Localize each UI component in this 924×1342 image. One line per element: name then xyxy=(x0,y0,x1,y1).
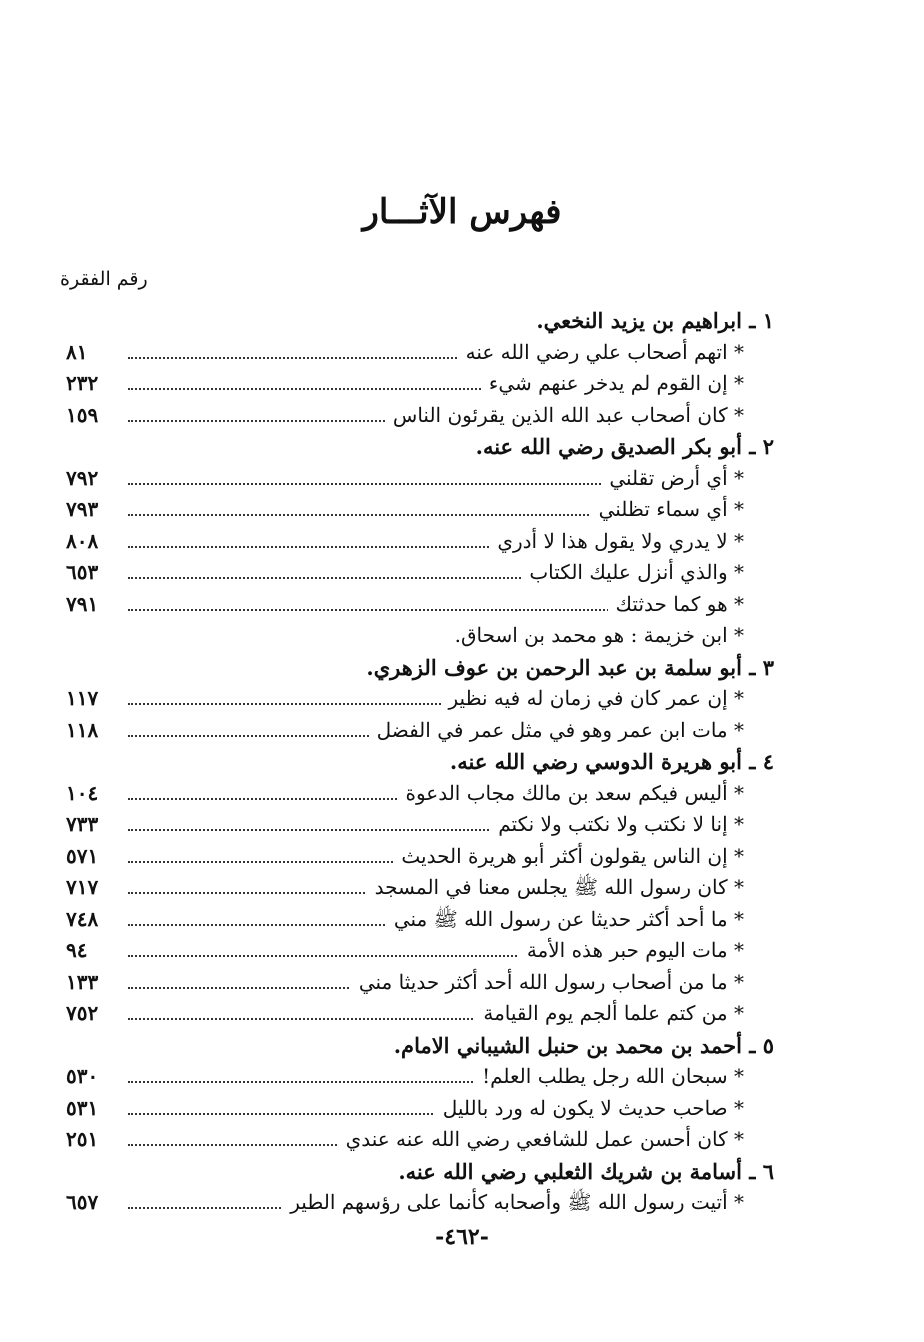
index-entry xyxy=(0,1001,924,1033)
entry-text: * أي أرض تقلني xyxy=(601,466,744,490)
section-heading: ٥ ـ أحمد بن محمد بن حنبل الشيباني الامام. xyxy=(393,1033,774,1058)
paragraph-number: ١١٨ xyxy=(66,718,99,742)
column-label: رقم الفقرة xyxy=(60,268,148,290)
paragraph-number: ٨١ xyxy=(66,340,88,364)
index-entry xyxy=(0,1096,924,1128)
index-entry xyxy=(0,529,924,561)
index-entry xyxy=(0,875,924,907)
section-heading: ٢ ـ أبو بكر الصديق رضي الله عنه. xyxy=(475,434,774,459)
section-heading-row xyxy=(0,308,924,340)
paragraph-number: ٦٥٧ xyxy=(66,1190,99,1214)
entry-text: * أتيت رسول الله ﷺ وأصحابه كأنما على رؤسهم الطير xyxy=(282,1190,744,1219)
paragraph-number: ١٣٣ xyxy=(66,970,99,994)
section-heading: ١ ـ ابراهيم بن يزيد النخعي. xyxy=(536,308,774,333)
entry-text: * صاحب حديث لا يكون له ورد بالليل xyxy=(435,1096,744,1120)
index-entry xyxy=(0,1127,924,1159)
paragraph-number: ٧٣٣ xyxy=(66,812,99,836)
paragraph-number: ٨٠٨ xyxy=(66,529,99,553)
entry-text: * إنا لا نكتب ولا نكتب ولا نكتم xyxy=(490,812,744,836)
paragraph-number: ١٥٩ xyxy=(66,403,99,427)
page-title: فهرس الآثـــار xyxy=(362,192,562,232)
section-heading: ٤ ـ أبو هريرة الدوسي رضي الله عنه. xyxy=(449,749,774,774)
entry-text: * أليس فيكم سعد بن مالك مجاب الدعوة xyxy=(397,781,744,805)
entry-text: * أي سماء تظلني xyxy=(591,497,744,521)
page-number: -٤٦٢- xyxy=(435,1224,489,1250)
index-entry xyxy=(0,371,924,403)
entry-text: * لا يدري ولا يقول هذا لا أدري xyxy=(489,529,744,553)
index-entry xyxy=(0,1064,924,1096)
paragraph-number: ٧٩٣ xyxy=(66,497,99,521)
index-entry xyxy=(0,970,924,1002)
paragraph-number: ٧٩١ xyxy=(66,592,99,616)
section-heading: ٣ ـ أبو سلمة بن عبد الرحمن بن عوف الزهري. xyxy=(366,655,774,680)
paragraph-number: ١١٧ xyxy=(66,686,99,710)
paragraph-number: ٧٥٢ xyxy=(66,1001,99,1025)
entry-text: * كان أحسن عمل للشافعي رضي الله عنه عندي xyxy=(338,1127,744,1151)
entry-text: * مات ابن عمر وهو في مثل عمر في الفضل xyxy=(369,718,744,742)
index-entry xyxy=(0,623,924,655)
paragraph-number: ٥٧١ xyxy=(66,844,99,868)
index-entry xyxy=(0,686,924,718)
entry-text: * ما أحد أكثر حديثا عن رسول الله ﷺ مني xyxy=(386,907,744,936)
index-entry xyxy=(0,466,924,498)
index-entry xyxy=(0,781,924,813)
section-heading-row xyxy=(0,749,924,781)
index-entry xyxy=(0,1190,924,1222)
section-heading-row xyxy=(0,1159,924,1191)
entry-text: * مات اليوم حبر هذه الأمة xyxy=(519,938,744,962)
index-entry xyxy=(0,403,924,435)
paragraph-number: ٧٤٨ xyxy=(66,907,99,931)
entry-text: * كان أصحاب عبد الله الذين يقرئون الناس xyxy=(385,403,744,427)
entry-text: * سبحان الله رجل يطلب العلم! xyxy=(474,1064,744,1088)
index-entry xyxy=(0,844,924,876)
index-entry xyxy=(0,718,924,750)
index-entry xyxy=(0,907,924,939)
section-heading-row xyxy=(0,1033,924,1065)
section-heading-row xyxy=(0,434,924,466)
entry-text: * إن الناس يقولون أكثر أبو هريرة الحديث xyxy=(393,844,744,868)
index-entry xyxy=(0,497,924,529)
paragraph-number: ٦٥٣ xyxy=(66,560,99,584)
paragraph-number: ٩٤ xyxy=(66,938,88,962)
entry-text: * من كتم علما ألجم يوم القيامة xyxy=(475,1001,744,1025)
entry-text: * هو كما حدثتك xyxy=(608,592,744,616)
paragraph-number: ٧٩٢ xyxy=(66,466,99,490)
entry-text: * إن القوم لم يدخر عنهم شيء xyxy=(481,371,744,395)
paragraph-number: ٥٣١ xyxy=(66,1096,99,1120)
section-heading: ٦ ـ أسامة بن شريك الثعلبي رضي الله عنه. xyxy=(398,1159,774,1184)
index-entry xyxy=(0,812,924,844)
entry-text: * اتهم أصحاب علي رضي الله عنه xyxy=(458,340,744,364)
entry-text: * ابن خزيمة : هو محمد بن اسحاق. xyxy=(447,623,744,647)
paragraph-number: ٧١٧ xyxy=(66,875,99,899)
paragraph-number: ٢٣٢ xyxy=(66,371,99,395)
entry-text: * والذي أنزل عليك الكتاب xyxy=(521,560,744,584)
index-entry xyxy=(0,592,924,624)
entry-text: * كان رسول الله ﷺ يجلس معنا في المسجد xyxy=(367,875,744,904)
section-heading-row xyxy=(0,655,924,687)
index-entry xyxy=(0,560,924,592)
paragraph-number: ١٠٤ xyxy=(66,781,99,805)
entry-text: * ما من أصحاب رسول الله أحد أكثر حديثا مني xyxy=(351,970,744,994)
paragraph-number: ٢٥١ xyxy=(66,1127,99,1151)
paragraph-number: ٥٣٠ xyxy=(66,1064,99,1088)
entry-text: * إن عمر كان في زمان له فيه نظير xyxy=(441,686,745,710)
index-entry xyxy=(0,938,924,970)
index-entry xyxy=(0,340,924,372)
